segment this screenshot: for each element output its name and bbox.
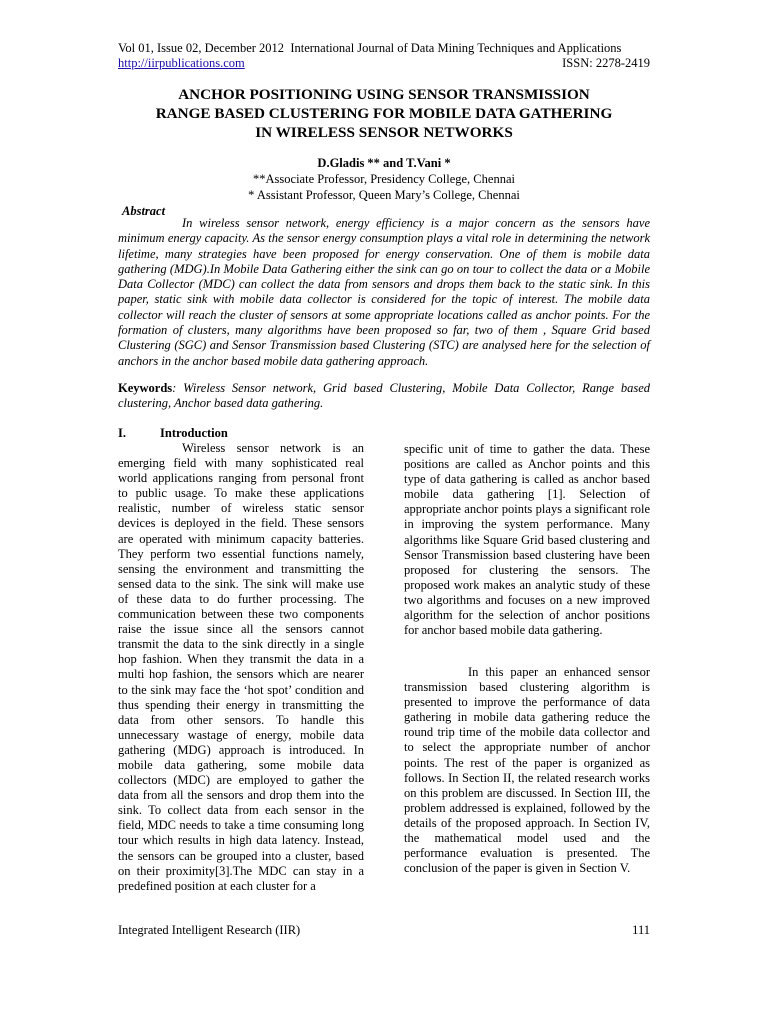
issn: ISSN: 2278-2419 [562, 56, 650, 70]
journal-name: International Journal of Data Mining Techniques and Applications [290, 41, 622, 55]
running-header-line2 [118, 56, 650, 71]
paper-title [118, 85, 650, 142]
title-line-3: IN WIRELESS SENSOR NETWORKS [255, 124, 513, 141]
affiliation-2: * Assistant Professor, Queen Mary’s College, Chennai [248, 188, 520, 202]
section-number: I. [118, 426, 126, 440]
keywords [118, 381, 650, 412]
body-column-right-para-1: specific unit of time to gather the data. These positions are called as Anchor points and this type of data gathering is called as anchor based mobile data gathering [1]. Selection of appropriate anchor points plays a significant role in improving the system performance. Many algorithms like Square Grid based clustering and Sensor Transmission based clustering have been proposed for clustering the sensors. The proposed work makes an analytic study of these two algorithms and focuses on a new improved algorithm for the selection of anchor positions for anchor based mobile data gathering. [404, 442, 650, 638]
body-column-right-para-2: In this paper an enhanced sensor transmission based clustering algorithm is presented to improve the performance of data gathering in mobile data gathering reduce the round trip time of the mobile data collector and to select the appropriate number of anchor points. The rest of the paper is organized as follows. In Section II, the related research works on this problem are discussed. In Section III, the problem addressed is explained, followed by the details of the proposed approach. In Section IV, the mathematical model used and the performance evaluation is presented. The conclusion of the paper is given in Section V. [404, 665, 650, 876]
volume-issue: Vol 01, Issue 02, December 2012 [118, 41, 285, 55]
abstract-heading: Abstract [122, 204, 166, 218]
page-footer [118, 923, 650, 938]
running-header-line1 [118, 41, 650, 56]
section-title: Introduction [160, 426, 228, 440]
title-line-1: ANCHOR POSITIONING USING SENSOR TRANSMISSION [178, 86, 590, 103]
footer-publisher: Integrated Intelligent Research (IIR) [118, 923, 301, 937]
affiliation-1: **Associate Professor, Presidency College, Chennai [253, 172, 515, 186]
keywords-label: Keywords [118, 381, 173, 395]
abstract-text: In wireless sensor network, energy efficiency is a major concern as the sensors have minimum energy capacity. As the sensor energy consumption plays a vital role in determining the network lifetime, many strategies have been proposed for energy conservation. One of them is mobile data gathering (MDG).In Mobile Data Gathering either the sink can go on tour to collect the data or a Mobile Data Collector (MDC) can collect the data from sensors and drops them back to the static sink. In this paper, static sink with mobile data collector is considered for the topic of interest. The mobile data collector will reach the cluster of sensors at some appropriate locations called as anchor points. For the formation of clusters, many algorithms have been proposed so far, two of them , Square Grid based Clustering (SGC) and Sensor Transmission based Clustering (STC) are analysed here for the selection of anchors in the anchor based mobile data gathering approach. [118, 216, 650, 368]
author-block [118, 155, 650, 203]
keywords-text: : Wireless Sensor network, Grid based Clustering, Mobile Data Collector, Range based clustering, Anchor based data gathering. [118, 381, 650, 411]
journal-url-link[interactable]: http://iirpublications.com [118, 56, 245, 70]
title-line-2: RANGE BASED CLUSTERING FOR MOBILE DATA GATHERING [155, 105, 613, 122]
body-column-left: Wireless sensor network is an emerging field with many sophisticated real world applications ranging from personal front to public usage. To make these applications realistic, number of wireless static sensor devices is deployed in the field. These sensors are operated with minimum capacity batteries. They perform two essential functions namely, sensing the environment and transmitting the sensed data to the sink. The sink will make use of these data to do further processing. The communication between these two components raise the issue since all the sensors cannot transmit the data to the sink directly in a single hop fashion. When they transmit the data in a multi hop fashion, the sensors which are nearer to the sink may face the ‘hot spot’ condition and thus spending their energy in transmitting the data from other sensors. To handle this unnecessary wastage of energy, mobile data gathering (MDG) approach is introduced. In mobile data gathering, some mobile data collectors (MDC) are employed to gather the data from all the sensors and drop them into the sink. To collect data from each sensor in the field, MDC needs to take a time consuming long tour which results in high data latency. Instead, the sensors can be grouped into a cluster, based on their proximity[3].The MDC can stay in a predefined position at each cluster for a [118, 441, 364, 893]
page-number: 111 [632, 923, 650, 937]
author-names: D.Gladis ** and T.Vani * [317, 156, 451, 170]
